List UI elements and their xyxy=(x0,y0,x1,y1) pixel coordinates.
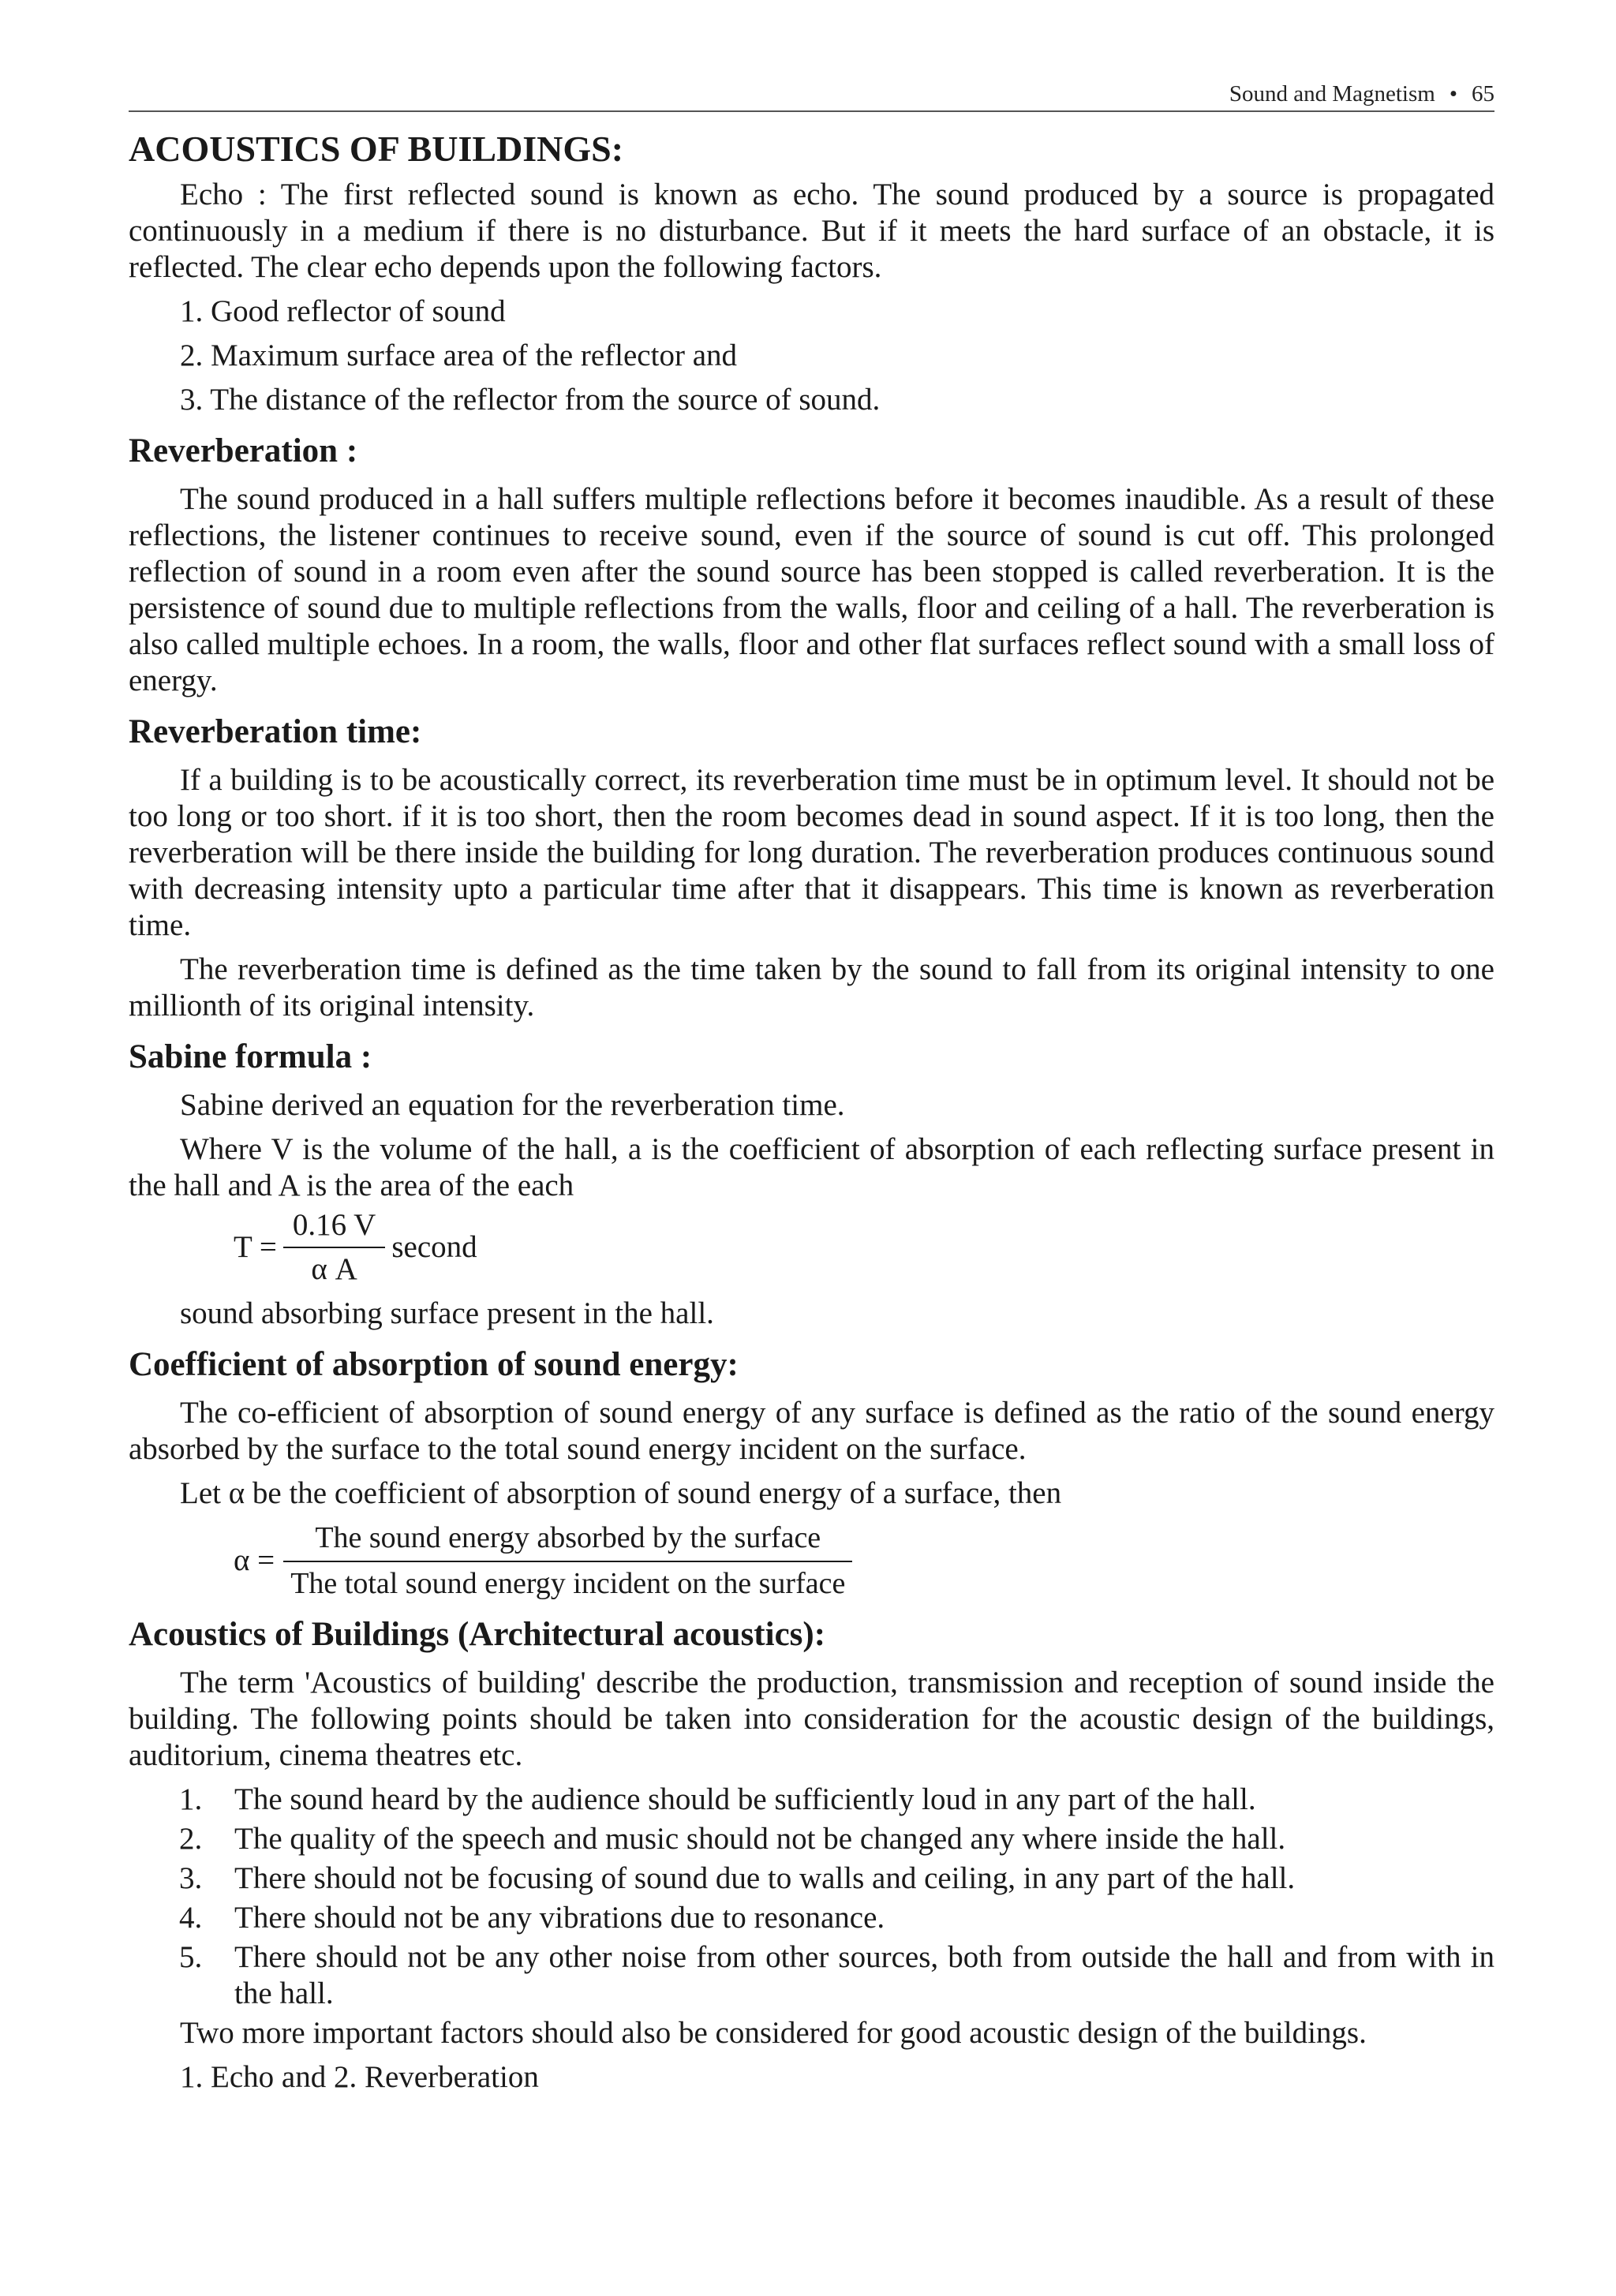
echo-paragraph: Echo : The first reflected sound is known as echo. The sound produced by a source is propagated continuously in a medium if there is no disturbance. But if it meets the hard surface of an obstacle, it is reflected. The clear echo depends upon the following factors. xyxy=(129,178,1494,284)
item-text: The quality of the speech and music should not be changed any where inside the hall. xyxy=(234,1822,1286,1856)
reverberation-time-paragraph: If a building is to be acoustically correct, its reverberation time must be in optimum level. It should not be too long or too short. if it is too short, then the room becomes dead in sound aspect. If it is too long, then the reverberation will be there inside the building for long duration. The reverberation produces continuous sound with decreasing intensity upto a particular time after that it disappears. This time is known as reverberation time. xyxy=(129,763,1494,942)
item-number: 1. xyxy=(179,1782,203,1816)
book-title: Sound and Magnetism xyxy=(1229,81,1435,107)
architectural-heading: Acoustics of Buildings (Architectural acoustics): xyxy=(129,1616,826,1653)
closing-paragraph: Two more important factors should also be considered for good acoustic design of the buildings. xyxy=(180,2016,1367,2050)
list-item: 2. Maximum surface area of the reflector and xyxy=(180,338,737,372)
closing-list-line: 1. Echo and 2. Reverberation xyxy=(180,2060,539,2094)
list-item: 1. Good reflector of sound xyxy=(180,294,506,328)
formula-numerator: 0.16 V xyxy=(283,1207,385,1248)
formula-denominator: The total sound energy incident on the surface xyxy=(290,1567,846,1600)
list-item: 3. The distance of the reflector from the source of sound. xyxy=(180,383,881,417)
running-header xyxy=(129,77,1494,112)
reverberation-time-definition: The reverberation time is defined as the time taken by the sound to fall from its original intensity to one millionth of its original intensity. xyxy=(129,952,1494,1023)
architectural-paragraph: The term 'Acoustics of building' describe the production, transmission and reception of sound inside the building. The following points should be taken into consideration for the acoustic design of the buildings, auditorium, cinema theatres etc. xyxy=(129,1666,1494,1772)
reverberation-heading: Reverberation : xyxy=(129,432,358,469)
item-text: There should not be any other noise from other sources, both from outside the hall and from with in the hall. xyxy=(234,1940,1494,2010)
coefficient-definition: The co-efficient of absorption of sound energy of any surface is defined as the ratio of the sound energy absorbed by the surface to the total sound energy incident on the surface. xyxy=(129,1396,1494,1466)
sabine-intro: Sabine derived an equation for the reverberation time. xyxy=(180,1088,845,1122)
sabine-formula xyxy=(234,1207,1494,1288)
sabine-continuation: sound absorbing surface present in the hall. xyxy=(180,1296,714,1330)
sabine-variables: Where V is the volume of the hall, a is the coefficient of absorption of each reflecting surface present in the hall and A is the area of the each xyxy=(129,1132,1494,1202)
formula-fraction xyxy=(283,1207,385,1288)
reverberation-paragraph: The sound produced in a hall suffers multiple reflections before it becomes inaudible. As a result of these reflections, the listener continues to receive sound, even if the source of sound is cut off. This prolonged reflection of sound in a room even after the sound source has been stopped is called reverberation. It is the persistence of sound due to multiple reflections from the walls, floor and ceiling of a hall. The reverberation is also called multiple echoes. In a room, the walls, floor and other flat surfaces reflect sound with a small loss of energy. xyxy=(129,482,1494,697)
coefficient-formula xyxy=(234,1520,1494,1602)
item-number: 3. xyxy=(179,1861,203,1895)
list-item xyxy=(129,1939,1494,2012)
design-points-list xyxy=(129,1782,1494,2012)
coefficient-intro: Let α be the coefficient of absorption of sound energy of a surface, then xyxy=(180,1476,1062,1510)
formula-unit: second xyxy=(391,1230,477,1264)
formula-fraction xyxy=(281,1520,855,1602)
item-number: 2. xyxy=(179,1822,203,1856)
formula-lhs: T = xyxy=(234,1230,277,1264)
item-text: There should not be focusing of sound due to walls and ceiling, in any part of the hall. xyxy=(234,1861,1296,1895)
list-item xyxy=(129,1821,1494,1857)
list-item xyxy=(129,1782,1494,1818)
coefficient-heading: Coefficient of absorption of sound energy: xyxy=(129,1346,739,1383)
item-number: 5. xyxy=(179,1940,203,1974)
page-number: 65 xyxy=(1472,81,1494,107)
formula-denominator: α A xyxy=(311,1252,357,1286)
reverberation-time-heading: Reverberation time: xyxy=(129,713,422,750)
list-item xyxy=(129,1860,1494,1897)
list-item xyxy=(129,1900,1494,1936)
formula-lhs: α = xyxy=(234,1543,275,1577)
header-separator: • xyxy=(1449,81,1457,107)
formula-numerator: The sound energy absorbed by the surface xyxy=(283,1520,852,1562)
sabine-heading: Sabine formula : xyxy=(129,1038,372,1075)
item-text: There should not be any vibrations due to resonance. xyxy=(234,1901,885,1935)
item-number: 4. xyxy=(179,1901,203,1935)
echo-factors-list xyxy=(129,294,1494,418)
item-text: The sound heard by the audience should be sufficiently loud in any part of the hall. xyxy=(234,1782,1256,1816)
page-content xyxy=(129,118,1494,2096)
page-title: ACOUSTICS OF BUILDINGS: xyxy=(129,129,624,169)
